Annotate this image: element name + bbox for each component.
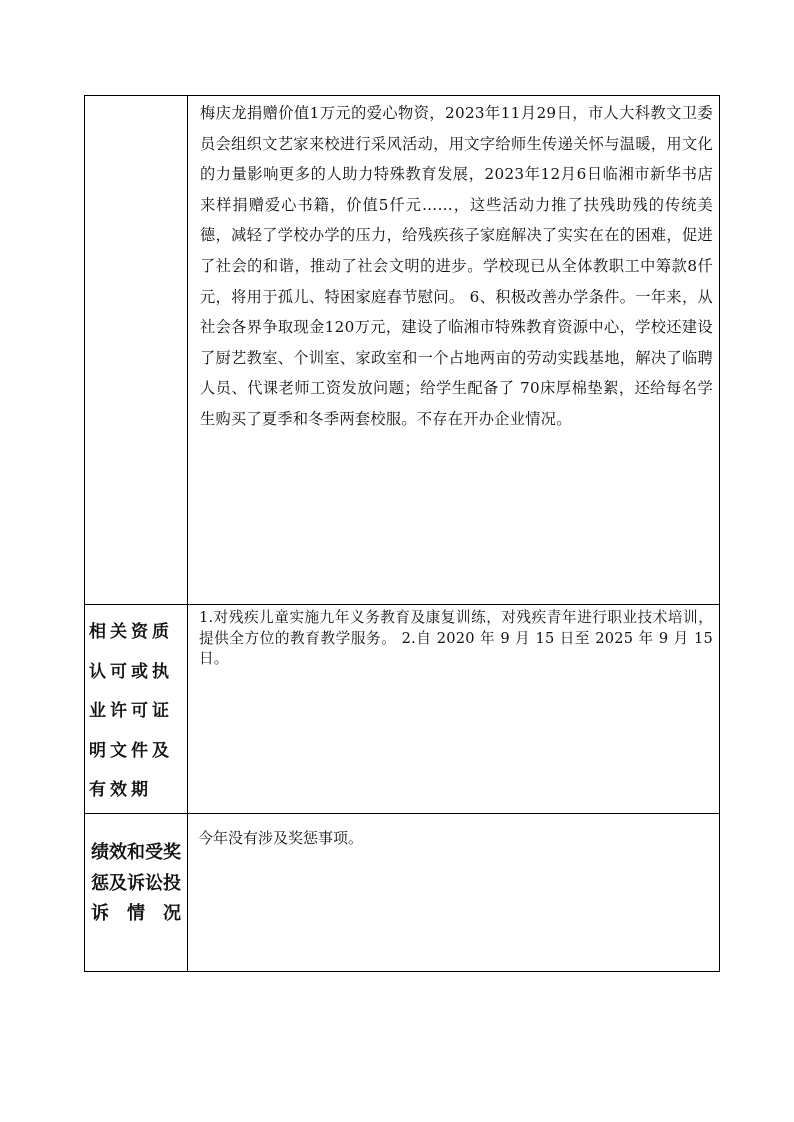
license-label: 相关资质认可或执业许可证明文件及有效期 xyxy=(89,622,173,800)
license-content-cell xyxy=(188,605,719,813)
performance-content-cell xyxy=(188,814,719,971)
activities-label-cell xyxy=(85,96,188,604)
info-table xyxy=(84,95,720,972)
license-row xyxy=(85,605,719,814)
license-label-cell xyxy=(85,605,188,813)
performance-text: 今年没有涉及奖惩事项。 xyxy=(198,829,364,847)
activities-content-cell xyxy=(188,96,719,604)
activities-text: 梅庆龙捐赠价值1万元的爱心物资，2023年11月29日，市人大科教文卫委员会组织文艺家来校进行采风活动，用文字给师生传递关怀与温暖，用文化的力量影响更多的人助力特殊教育发展，2023年12月6日临湘市新华书店来样捐赠爱心书籍，价值5仟元……，这些活动力推了扶残助残的传统美德，减轻了学校办学的压力，给残疾孩子家庭解决了实实在在的困难，促进了社会的和谐，推动了社会文明的进步。学校现已从全体教职工中筹款8仟元，将用于孤儿、特困家庭春节慰问。 6、积极改善办学条件。一年来，从社会各界争取现金120万元，建设了临湘市特殊教育资源中心，学校还建设了厨艺教室、个训室、家政室和一个占地两亩的劳动实践基地，解决了临聘人员、代课老师工资发放问题；给学生配备了 70床厚棉垫絮，还给每名学生购买了夏季和冬季两套校服。不存在开办企业情况。 xyxy=(200,104,713,428)
performance-row xyxy=(85,814,719,971)
license-text: 1.对残疾儿童实施九年义务教育及康复训练，对残疾青年进行职业技术培训，提供全方位的教育教学服务。 2.自 2020 年 9 月 15 日至 2025 年 9 月 15 日。 xyxy=(199,609,713,667)
performance-label-cell xyxy=(85,814,188,971)
performance-label: 绩效和受奖惩及诉讼投诉情况 xyxy=(91,842,181,924)
activities-row xyxy=(85,96,719,605)
